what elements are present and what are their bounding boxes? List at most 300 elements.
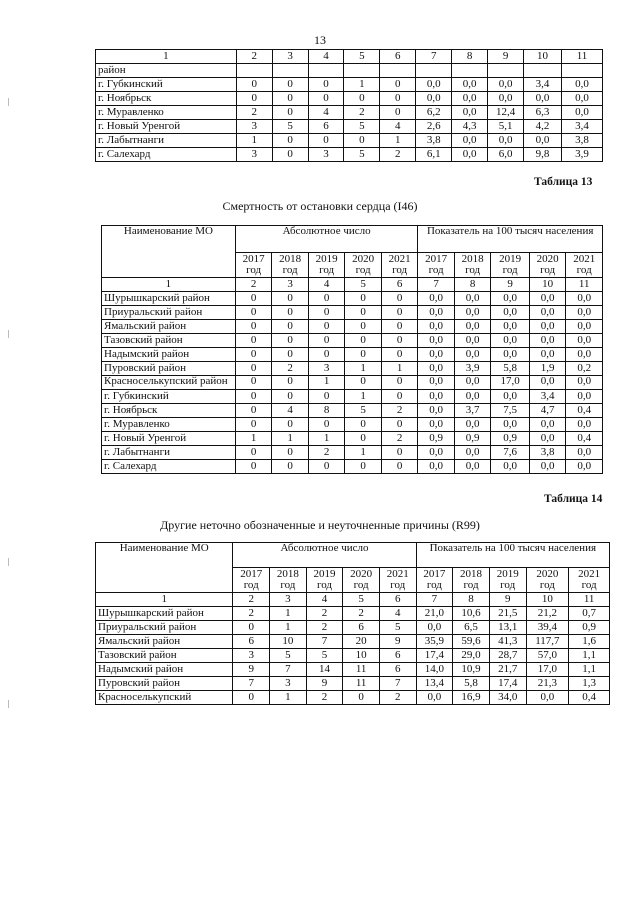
scan-mark <box>8 558 9 566</box>
value-cell: 7 <box>270 663 307 677</box>
scan-mark <box>8 98 9 106</box>
value-cell: 0,0 <box>416 92 452 106</box>
value-cell: 0,0 <box>529 334 566 348</box>
row-name-cell: г. Лабытнанги <box>102 446 236 460</box>
column-index-cell: 8 <box>452 50 488 64</box>
value-cell: 1 <box>345 446 382 460</box>
value-cell: 0,0 <box>529 320 566 334</box>
value-cell: 3,9 <box>561 148 602 162</box>
column-index-row <box>96 50 603 64</box>
table-row <box>96 134 603 148</box>
value-cell: 1 <box>345 362 382 376</box>
row-name-cell: Ямальский район <box>96 635 233 649</box>
value-cell: 0 <box>272 148 308 162</box>
row-name-cell: Красноселькупский район <box>102 376 236 390</box>
value-cell: 10,6 <box>453 607 490 621</box>
value-cell: 0 <box>344 92 380 106</box>
value-cell: 3,4 <box>524 78 562 92</box>
value-cell: 35,9 <box>416 635 453 649</box>
row-name-cell: Тазовский район <box>96 649 233 663</box>
scan-mark <box>8 330 9 338</box>
value-cell: 0,0 <box>566 348 603 362</box>
value-cell <box>524 64 562 78</box>
table-14 <box>95 542 610 705</box>
value-cell: 0,0 <box>452 148 488 162</box>
value-cell: 0,0 <box>418 376 455 390</box>
column-index-cell: 3 <box>270 593 307 607</box>
value-cell: 0 <box>272 320 309 334</box>
year-header-cell: 2019 год <box>308 253 345 278</box>
value-cell: 5 <box>270 649 307 663</box>
value-cell: 2 <box>381 432 418 446</box>
value-cell: 13,1 <box>489 621 526 635</box>
value-cell: 0 <box>380 92 416 106</box>
value-cell: 34,0 <box>489 691 526 705</box>
value-cell: 0 <box>308 292 345 306</box>
value-cell: 0 <box>381 390 418 404</box>
value-cell: 2 <box>380 148 416 162</box>
value-cell: 0 <box>272 106 308 120</box>
value-cell: 1,3 <box>569 677 610 691</box>
value-cell: 1 <box>308 432 345 446</box>
value-cell: 4 <box>308 106 344 120</box>
value-cell: 0 <box>381 320 418 334</box>
value-cell: 0 <box>345 418 382 432</box>
value-cell: 0,0 <box>418 348 455 362</box>
value-cell: 0,0 <box>452 134 488 148</box>
value-cell: 0,0 <box>529 376 566 390</box>
value-cell: 0 <box>381 292 418 306</box>
value-cell: 3,9 <box>454 362 491 376</box>
column-index-cell: 11 <box>569 593 610 607</box>
row-name-cell: г. Муравленко <box>96 106 237 120</box>
value-cell: 2 <box>344 106 380 120</box>
value-cell: 0 <box>308 460 345 474</box>
column-index-cell: 5 <box>345 278 382 292</box>
table-row <box>96 621 610 635</box>
year-header-cell: 2021 год <box>379 568 416 593</box>
value-cell: 6,5 <box>453 621 490 635</box>
year-header-cell: 2020 год <box>526 568 569 593</box>
value-cell: 1 <box>270 691 307 705</box>
value-cell: 9 <box>306 677 343 691</box>
value-cell: 0 <box>272 418 309 432</box>
row-name-cell: г. Губкинский <box>96 78 237 92</box>
year-header-cell: 2018 год <box>454 253 491 278</box>
value-cell: 0 <box>235 418 272 432</box>
row-name-cell: район <box>96 64 237 78</box>
table-row <box>102 362 603 376</box>
value-cell: 20 <box>343 635 380 649</box>
table-continuation <box>95 49 603 162</box>
value-cell: 0 <box>235 362 272 376</box>
value-cell: 1 <box>270 621 307 635</box>
value-cell: 2,6 <box>416 120 452 134</box>
value-cell: 0,0 <box>418 460 455 474</box>
value-cell: 1 <box>345 390 382 404</box>
table-row <box>96 92 603 106</box>
value-cell: 17,0 <box>491 376 530 390</box>
rate-header: Показатель на 100 тысяч населения <box>416 543 609 568</box>
column-index-cell: 10 <box>524 50 562 64</box>
value-cell: 0,0 <box>416 691 453 705</box>
value-cell: 10,9 <box>453 663 490 677</box>
row-name-cell: Пуровский район <box>96 677 233 691</box>
value-cell: 0 <box>235 334 272 348</box>
column-index-cell: 7 <box>418 278 455 292</box>
row-name-cell: г. Ноябрьск <box>102 404 236 418</box>
value-cell: 1 <box>308 376 345 390</box>
value-cell: 0 <box>345 376 382 390</box>
table-13-title: Смертность от остановки сердца (I46) <box>222 199 418 213</box>
value-cell: 21,7 <box>489 663 526 677</box>
column-index-cell: 7 <box>416 593 453 607</box>
table-row <box>102 306 603 320</box>
value-cell: 1,1 <box>569 649 610 663</box>
value-cell: 16,9 <box>453 691 490 705</box>
value-cell: 1,6 <box>569 635 610 649</box>
value-cell: 10 <box>343 649 380 663</box>
value-cell: 0,0 <box>454 306 491 320</box>
value-cell: 4,7 <box>529 404 566 418</box>
value-cell: 0 <box>345 348 382 362</box>
value-cell: 5 <box>344 120 380 134</box>
name-column-header: Наименование МО <box>96 543 233 593</box>
value-cell: 6,0 <box>488 148 524 162</box>
value-cell: 0 <box>380 78 416 92</box>
value-cell: 0 <box>308 334 345 348</box>
value-cell: 5,8 <box>453 677 490 691</box>
value-cell: 3,8 <box>529 446 566 460</box>
value-cell: 0 <box>308 348 345 362</box>
value-cell: 0,0 <box>416 621 453 635</box>
value-cell: 0,0 <box>418 334 455 348</box>
value-cell: 0 <box>308 78 344 92</box>
value-cell: 6 <box>233 635 270 649</box>
value-cell: 0,0 <box>491 306 530 320</box>
value-cell: 2 <box>236 106 272 120</box>
value-cell: 0,0 <box>418 306 455 320</box>
value-cell: 7 <box>306 635 343 649</box>
value-cell: 9 <box>233 663 270 677</box>
value-cell: 7 <box>233 677 270 691</box>
value-cell: 5,1 <box>488 120 524 134</box>
year-header-cell: 2018 год <box>270 568 307 593</box>
value-cell: 0 <box>272 376 309 390</box>
value-cell: 41,3 <box>489 635 526 649</box>
row-name-cell: Ямальский район <box>102 320 236 334</box>
column-index-cell: 6 <box>380 50 416 64</box>
value-cell: 0 <box>235 390 272 404</box>
value-cell: 0,0 <box>566 292 603 306</box>
value-cell: 0 <box>343 691 380 705</box>
value-cell: 0 <box>381 306 418 320</box>
value-cell: 0,0 <box>454 390 491 404</box>
value-cell: 17,4 <box>489 677 526 691</box>
value-cell: 17,0 <box>526 663 569 677</box>
value-cell: 59,6 <box>453 635 490 649</box>
value-cell: 0 <box>381 348 418 362</box>
value-cell: 0,0 <box>566 390 603 404</box>
column-index-cell: 2 <box>235 278 272 292</box>
value-cell: 39,4 <box>526 621 569 635</box>
table-row <box>102 334 603 348</box>
table-row <box>96 106 603 120</box>
value-cell: 0,9 <box>491 432 530 446</box>
value-cell: 2 <box>381 404 418 418</box>
value-cell: 0,0 <box>454 320 491 334</box>
value-cell: 0,0 <box>491 292 530 306</box>
table-row <box>96 663 610 677</box>
value-cell: 0,0 <box>529 306 566 320</box>
value-cell: 0,4 <box>569 691 610 705</box>
value-cell: 3,4 <box>561 120 602 134</box>
value-cell: 0 <box>272 334 309 348</box>
table-row <box>96 635 610 649</box>
year-header-cell: 2020 год <box>343 568 380 593</box>
row-name-cell: г. Губкинский <box>102 390 236 404</box>
value-cell <box>416 64 452 78</box>
column-index-cell: 6 <box>379 593 416 607</box>
value-cell: 0,0 <box>529 418 566 432</box>
value-cell: 0,0 <box>561 78 602 92</box>
table-14-title: Другие неточно обозначенные и неуточненные причины (R99) <box>160 518 480 532</box>
value-cell <box>488 64 524 78</box>
value-cell: 4 <box>380 120 416 134</box>
year-header-cell: 2018 год <box>272 253 309 278</box>
value-cell: 13,4 <box>416 677 453 691</box>
value-cell: 5 <box>345 404 382 418</box>
value-cell: 21,3 <box>526 677 569 691</box>
value-cell: 2 <box>306 621 343 635</box>
value-cell: 2 <box>272 362 309 376</box>
table-row <box>102 432 603 446</box>
table-row <box>96 148 603 162</box>
value-cell: 0,0 <box>529 348 566 362</box>
value-cell: 0,0 <box>454 460 491 474</box>
year-header-cell: 2017 год <box>416 568 453 593</box>
value-cell: 0,0 <box>524 92 562 106</box>
column-index-row <box>102 278 603 292</box>
column-index-cell: 8 <box>454 278 491 292</box>
column-index-cell: 1 <box>96 593 233 607</box>
value-cell: 0 <box>272 390 309 404</box>
value-cell: 0 <box>272 460 309 474</box>
value-cell: 0,0 <box>488 134 524 148</box>
value-cell: 0,0 <box>566 320 603 334</box>
value-cell: 14,0 <box>416 663 453 677</box>
value-cell: 0,0 <box>454 292 491 306</box>
value-cell: 11 <box>343 663 380 677</box>
value-cell: 1 <box>381 362 418 376</box>
value-cell: 4,3 <box>452 120 488 134</box>
value-cell: 0 <box>235 348 272 362</box>
value-cell: 0,0 <box>529 292 566 306</box>
column-index-cell: 3 <box>272 50 308 64</box>
value-cell: 0 <box>308 306 345 320</box>
table-row <box>96 64 603 78</box>
value-cell: 0 <box>272 92 308 106</box>
value-cell <box>272 64 308 78</box>
table-row <box>102 376 603 390</box>
value-cell: 0,0 <box>452 92 488 106</box>
value-cell: 0,0 <box>418 418 455 432</box>
value-cell: 0 <box>380 106 416 120</box>
row-name-cell: Надымский район <box>96 663 233 677</box>
value-cell: 2 <box>379 691 416 705</box>
value-cell <box>308 64 344 78</box>
table-row <box>102 460 603 474</box>
row-name-cell: Приуральский район <box>102 306 236 320</box>
column-index-cell: 5 <box>344 50 380 64</box>
scan-mark <box>8 700 9 708</box>
value-cell: 57,0 <box>526 649 569 663</box>
value-cell: 5,8 <box>491 362 530 376</box>
value-cell: 0,0 <box>566 418 603 432</box>
value-cell: 0 <box>345 334 382 348</box>
value-cell: 3,4 <box>529 390 566 404</box>
value-cell: 3 <box>270 677 307 691</box>
value-cell <box>452 64 488 78</box>
column-index-cell: 1 <box>102 278 236 292</box>
value-cell <box>561 64 602 78</box>
value-cell: 3 <box>236 148 272 162</box>
value-cell: 1 <box>344 78 380 92</box>
value-cell: 3,7 <box>454 404 491 418</box>
value-cell: 1 <box>272 432 309 446</box>
value-cell: 0,9 <box>418 432 455 446</box>
value-cell: 9,8 <box>524 148 562 162</box>
value-cell: 0,0 <box>529 460 566 474</box>
absolute-number-header: Абсолютное число <box>233 543 416 568</box>
value-cell: 0,0 <box>454 446 491 460</box>
row-name-cell: г. Салехард <box>96 148 237 162</box>
value-cell: 6,3 <box>524 106 562 120</box>
value-cell: 0,9 <box>569 621 610 635</box>
table-row <box>96 649 610 663</box>
value-cell: 21,2 <box>526 607 569 621</box>
table-row <box>102 292 603 306</box>
table-row <box>96 120 603 134</box>
value-cell: 0 <box>272 306 309 320</box>
value-cell: 7 <box>379 677 416 691</box>
column-index-cell: 4 <box>306 593 343 607</box>
value-cell: 0 <box>308 92 344 106</box>
value-cell: 12,4 <box>488 106 524 120</box>
absolute-number-header: Абсолютное число <box>235 226 418 253</box>
value-cell: 0 <box>235 320 272 334</box>
value-cell: 0,0 <box>454 334 491 348</box>
value-cell: 4 <box>272 404 309 418</box>
page-number: 13 <box>314 33 326 47</box>
value-cell: 0 <box>236 78 272 92</box>
year-header-cell: 2020 год <box>345 253 382 278</box>
value-cell: 1 <box>236 134 272 148</box>
column-index-cell: 2 <box>236 50 272 64</box>
value-cell: 0,0 <box>418 292 455 306</box>
value-cell: 0 <box>235 376 272 390</box>
year-header-cell: 2018 год <box>453 568 490 593</box>
table-row <box>102 418 603 432</box>
column-index-cell: 11 <box>566 278 603 292</box>
value-cell: 0 <box>235 292 272 306</box>
value-cell: 0,7 <box>569 607 610 621</box>
value-cell: 6 <box>308 120 344 134</box>
value-cell: 0,0 <box>491 334 530 348</box>
value-cell: 0 <box>272 446 309 460</box>
value-cell: 0 <box>344 134 380 148</box>
value-cell: 0 <box>236 92 272 106</box>
value-cell: 0 <box>233 621 270 635</box>
value-cell: 0,0 <box>566 334 603 348</box>
value-cell: 0 <box>381 334 418 348</box>
value-cell: 0,0 <box>491 418 530 432</box>
table-14-caption: Таблица 14 <box>544 493 603 505</box>
value-cell: 0,0 <box>566 306 603 320</box>
value-cell: 0 <box>308 390 345 404</box>
value-cell: 0 <box>381 460 418 474</box>
value-cell: 0,0 <box>491 348 530 362</box>
value-cell: 0,0 <box>454 348 491 362</box>
value-cell: 6 <box>343 621 380 635</box>
value-cell: 2 <box>306 607 343 621</box>
column-index-cell: 5 <box>343 593 380 607</box>
value-cell: 0,4 <box>566 404 603 418</box>
value-cell: 0,0 <box>488 92 524 106</box>
value-cell: 0 <box>308 320 345 334</box>
value-cell: 0 <box>308 418 345 432</box>
value-cell: 3 <box>233 649 270 663</box>
value-cell <box>344 64 380 78</box>
table-row <box>96 78 603 92</box>
value-cell: 0,0 <box>491 460 530 474</box>
value-cell <box>236 64 272 78</box>
table-row <box>102 390 603 404</box>
year-header-cell: 2019 год <box>491 253 530 278</box>
row-name-cell: Надымский район <box>102 348 236 362</box>
value-cell: 0,0 <box>418 446 455 460</box>
table-row <box>102 446 603 460</box>
value-cell: 0 <box>233 691 270 705</box>
value-cell: 0,0 <box>418 320 455 334</box>
value-cell: 0,0 <box>452 78 488 92</box>
value-cell: 5 <box>306 649 343 663</box>
year-header-cell: 2020 год <box>529 253 566 278</box>
row-name-cell: Пуровский район <box>102 362 236 376</box>
value-cell: 21,0 <box>416 607 453 621</box>
column-index-cell: 1 <box>96 50 237 64</box>
value-cell: 0,0 <box>418 362 455 376</box>
year-header-cell: 2021 год <box>381 253 418 278</box>
value-cell: 0 <box>272 134 308 148</box>
value-cell: 4 <box>379 607 416 621</box>
value-cell: 5 <box>344 148 380 162</box>
value-cell: 0 <box>235 404 272 418</box>
value-cell: 2 <box>306 691 343 705</box>
value-cell: 0 <box>235 306 272 320</box>
value-cell: 11 <box>343 677 380 691</box>
row-name-cell: Шурышкарский район <box>102 292 236 306</box>
row-name-cell: Тазовский район <box>102 334 236 348</box>
value-cell: 0,0 <box>418 404 455 418</box>
column-index-cell: 10 <box>526 593 569 607</box>
value-cell: 6,2 <box>416 106 452 120</box>
value-cell: 0,4 <box>566 432 603 446</box>
year-header-cell: 2019 год <box>489 568 526 593</box>
value-cell: 9 <box>379 635 416 649</box>
column-index-cell: 6 <box>381 278 418 292</box>
value-cell: 0,0 <box>491 320 530 334</box>
